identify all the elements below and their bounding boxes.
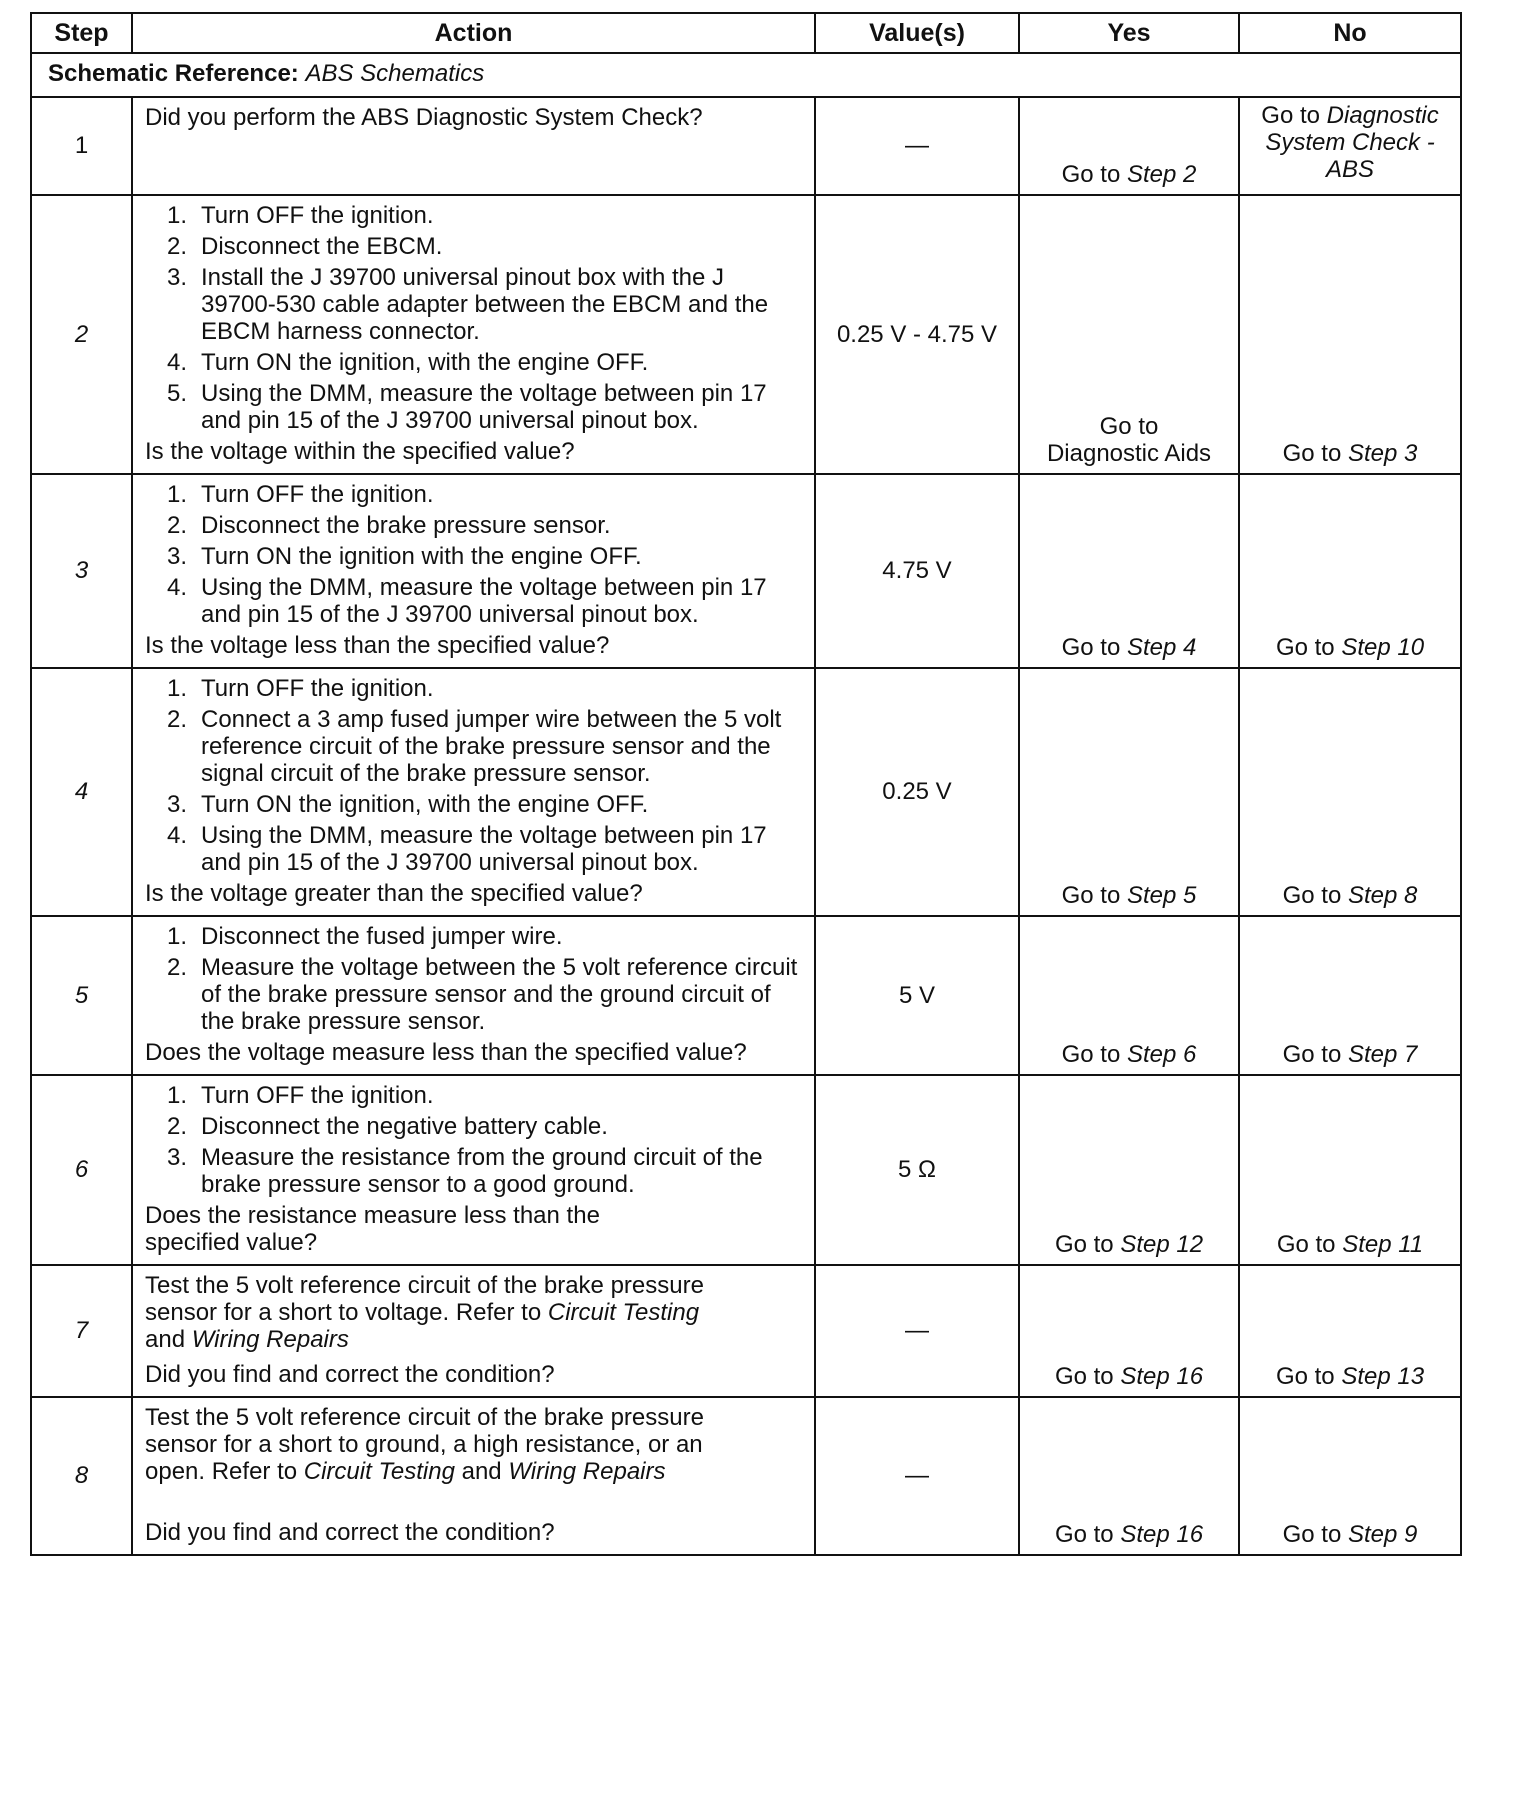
no-ref: Step 3	[1347, 440, 1418, 467]
step-number: 4	[31, 668, 132, 916]
value-cell: 0.25 V	[815, 668, 1019, 916]
action-question: Did you find and correct the condition?	[145, 1361, 555, 1388]
no-prefix: Go to	[1282, 1521, 1348, 1548]
header-no: No	[1239, 13, 1461, 53]
table-row	[31, 97, 1461, 195]
no-prefix: Go to	[1261, 102, 1327, 129]
action-item: 2. Disconnect the brake pressure sensor.	[167, 512, 611, 539]
action-item: 3. Turn ON the ignition, with the engine OFF.	[167, 791, 649, 818]
table-row	[31, 1075, 1461, 1265]
header-row	[31, 13, 1461, 53]
no-prefix: Go to	[1275, 1363, 1342, 1390]
action-question: Is the voltage less than the specified value?	[145, 632, 610, 659]
action-item: 3. Measure the resistance from the ground circuit of the brake pressure sensor to a good ground.	[167, 1144, 763, 1198]
no-cell	[1239, 1075, 1461, 1265]
action-cell	[132, 97, 815, 195]
no-ref: Step 11	[1342, 1231, 1424, 1258]
no-prefix: Go to	[1275, 634, 1342, 661]
yes-prefix: Go to	[1061, 882, 1127, 909]
action-item: 3. Turn ON the ignition with the engine OFF.	[167, 543, 642, 570]
action-question: Did you find and correct the condition?	[145, 1519, 555, 1546]
yes-prefix: Go to	[1099, 413, 1159, 440]
yes-ref: Step 12	[1120, 1231, 1204, 1258]
action-question: Is the voltage greater than the specified value?	[145, 880, 643, 907]
action-item: 4. Using the DMM, measure the voltage between pin 17 and pin 15 of the J 39700 universal pinout box.	[167, 822, 767, 876]
schematic-reference	[31, 53, 1461, 97]
step-number: 6	[31, 1075, 132, 1265]
action-item: 1. Turn OFF the ignition.	[167, 202, 434, 229]
schematic-label: Schematic Reference:	[48, 60, 299, 87]
action-item: 2. Measure the voltage between the 5 volt reference circuit of the brake pressure sensor and the ground circuit of the brake pressure sensor.	[167, 954, 798, 1035]
table-row	[31, 474, 1461, 668]
header-values: Value(s)	[815, 13, 1019, 53]
table-row	[31, 916, 1461, 1075]
step-number: 7	[31, 1265, 132, 1397]
value-cell: 5 Ω	[815, 1075, 1019, 1265]
table-row	[31, 1397, 1461, 1555]
no-prefix: Go to	[1282, 440, 1348, 467]
action-text: Test the 5 volt reference circuit of the brake pressure sensor for a short to voltage. Refer to Circuit Testing and Wiring Repairs	[145, 1272, 704, 1353]
yes-cell	[1019, 1397, 1239, 1555]
yes-ref: Step 6	[1126, 1041, 1197, 1068]
action-item: 2. Disconnect the negative battery cable.	[167, 1113, 608, 1140]
no-cell	[1239, 1265, 1461, 1397]
yes-prefix: Go to	[1061, 1041, 1127, 1068]
yes-cell	[1019, 97, 1239, 195]
action-question: Does the voltage measure less than the specified value?	[145, 1039, 747, 1066]
no-cell	[1239, 474, 1461, 668]
schematic-row	[31, 53, 1461, 97]
value-cell: —	[815, 1265, 1019, 1397]
no-cell	[1239, 1397, 1461, 1555]
action-item: 4. Using the DMM, measure the voltage between pin 17 and pin 15 of the J 39700 universal pinout box.	[167, 574, 767, 628]
action-cell	[132, 1397, 815, 1555]
action-item: 1. Turn OFF the ignition.	[167, 675, 434, 702]
yes-cell	[1019, 916, 1239, 1075]
yes-cell	[1019, 195, 1239, 474]
step-number: 2	[31, 195, 132, 474]
yes-prefix: Go to	[1054, 1231, 1121, 1258]
no-cell	[1239, 916, 1461, 1075]
yes-cell	[1019, 474, 1239, 668]
action-text: Test the 5 volt reference circuit of the brake pressure sensor for a short to ground, a high resistance, or an open. Refer to Circuit Testing and Wiring Repairs	[145, 1404, 704, 1485]
action-cell	[132, 1075, 815, 1265]
yes-prefix: Go to	[1054, 1363, 1121, 1390]
yes-ref: Step 4	[1126, 634, 1197, 661]
no-cell	[1239, 195, 1461, 474]
table-row	[31, 1265, 1461, 1397]
no-ref: Step 9	[1347, 1521, 1418, 1548]
yes-prefix: Go to	[1054, 1521, 1121, 1548]
step-number: 5	[31, 916, 132, 1075]
value-cell: 5 V	[815, 916, 1019, 1075]
table-row	[31, 195, 1461, 474]
action-question: Does the resistance measure less than the specified value?	[145, 1202, 600, 1256]
value-cell: 4.75 V	[815, 474, 1019, 668]
table-row	[31, 668, 1461, 916]
schematic-ref: ABS Schematics	[305, 60, 485, 87]
no-ref: Step 13	[1341, 1363, 1425, 1390]
step-number: 1	[31, 97, 132, 195]
action-item: 3. Install the J 39700 universal pinout box with the J 39700-530 cable adapter between the EBCM and the EBCM harness connector.	[167, 264, 769, 345]
diagnostic-table	[30, 12, 1462, 1556]
action-cell	[132, 1265, 815, 1397]
no-prefix: Go to	[1282, 882, 1348, 909]
yes-ref: Step 5	[1126, 882, 1197, 909]
yes-cell	[1019, 668, 1239, 916]
yes-ref: Diagnostic Aids	[1046, 440, 1212, 467]
no-cell	[1239, 668, 1461, 916]
no-prefix: Go to	[1276, 1231, 1343, 1258]
no-ref: Step 7	[1347, 1041, 1418, 1068]
yes-ref: Step 16	[1120, 1363, 1204, 1390]
action-cell	[132, 195, 815, 474]
action-item: 1. Turn OFF the ignition.	[167, 1082, 434, 1109]
header-yes: Yes	[1019, 13, 1239, 53]
no-ref: Step 10	[1341, 634, 1425, 661]
no-ref: Step 8	[1347, 882, 1418, 909]
yes-cell	[1019, 1265, 1239, 1397]
step-number: 3	[31, 474, 132, 668]
action-item: 4. Turn ON the ignition, with the engine OFF.	[167, 349, 649, 376]
value-cell: —	[815, 1397, 1019, 1555]
action-question: Is the voltage within the specified value?	[145, 438, 575, 465]
yes-ref: Step 2	[1126, 161, 1197, 188]
no-ref: Diagnostic System Check - ABS	[1265, 102, 1439, 183]
action-cell	[132, 916, 815, 1075]
action-item: 1. Disconnect the fused jumper wire.	[167, 923, 563, 950]
action-item: 5. Using the DMM, measure the voltage between pin 17 and pin 15 of the J 39700 universal pinout box.	[167, 380, 767, 434]
action-cell	[132, 474, 815, 668]
no-prefix: Go to	[1282, 1041, 1348, 1068]
yes-prefix: Go to	[1061, 634, 1127, 661]
header-step: Step	[31, 13, 132, 53]
header-action: Action	[132, 13, 815, 53]
no-cell	[1239, 97, 1461, 195]
action-item: 1. Turn OFF the ignition.	[167, 481, 434, 508]
yes-cell	[1019, 1075, 1239, 1265]
value-cell: 0.25 V - 4.75 V	[815, 195, 1019, 474]
action-item: 2. Connect a 3 amp fused jumper wire between the 5 volt reference circuit of the brake pressure sensor and the signal circuit of the brake pressure sensor.	[167, 706, 782, 787]
value-cell: —	[815, 97, 1019, 195]
yes-ref: Step 16	[1120, 1521, 1204, 1548]
yes-prefix: Go to	[1061, 161, 1127, 188]
step-number: 8	[31, 1397, 132, 1555]
action-item: 2. Disconnect the EBCM.	[167, 233, 443, 260]
action-cell	[132, 668, 815, 916]
action-text: Did you perform the ABS Diagnostic System Check?	[145, 104, 703, 131]
